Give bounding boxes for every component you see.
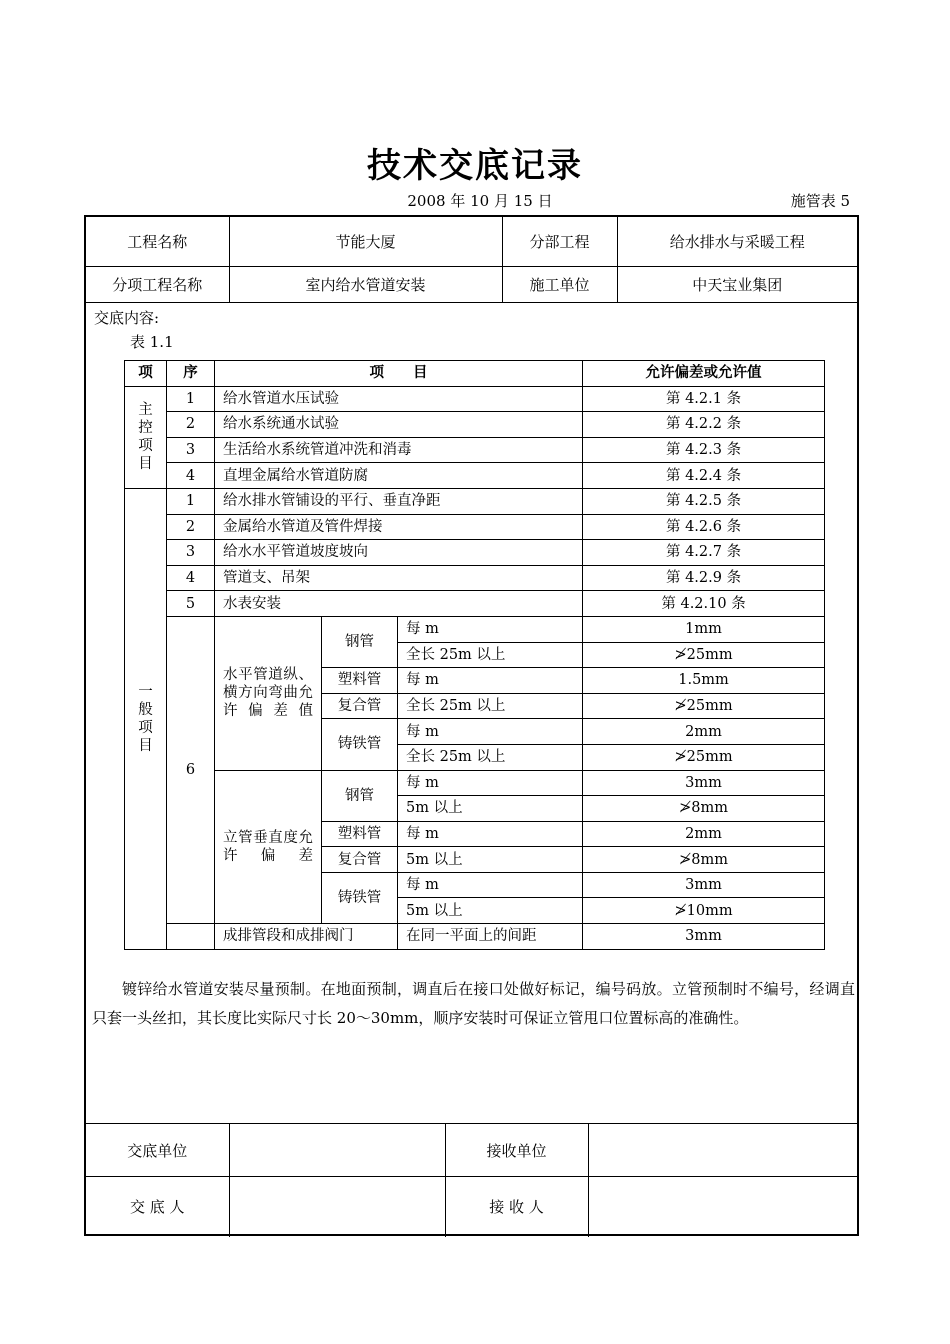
content-label: 交底内容: bbox=[94, 309, 160, 327]
receiving-person-label: 接 收 人 bbox=[445, 1177, 588, 1237]
contractor-label: 施工单位 bbox=[502, 266, 617, 302]
table-row: 全长 25m 以上 ≯25mm bbox=[125, 642, 825, 668]
document-date: 2008 年 10 月 15 日 bbox=[407, 192, 553, 210]
table-row: 3 给水水平管道坡度坡向 第 4.2.7 条 bbox=[125, 540, 825, 566]
handover-unit-field[interactable] bbox=[229, 1124, 445, 1177]
receiving-unit-field[interactable] bbox=[588, 1124, 857, 1177]
col-header-item: 项 目 bbox=[215, 361, 583, 387]
document-title: 技术交底记录 bbox=[367, 146, 583, 186]
receiving-unit-label: 接收单位 bbox=[445, 1124, 588, 1177]
handover-person-field[interactable] bbox=[229, 1177, 445, 1237]
table-row: 塑料管 每 m 2mm bbox=[125, 821, 825, 847]
table-row: 塑料管 每 m 1.5mm bbox=[125, 668, 825, 694]
handover-unit-label: 交底单位 bbox=[86, 1124, 229, 1177]
table-row: 2 金属给水管道及管件焊接 第 4.2.6 条 bbox=[125, 514, 825, 540]
division-label: 分部工程 bbox=[502, 217, 617, 266]
subitem-value: 室内给水管道安装 bbox=[229, 266, 502, 302]
col-header-category: 项 bbox=[125, 361, 167, 387]
tolerance-table bbox=[124, 360, 825, 950]
table-row: 铸铁管 每 m 2mm bbox=[125, 719, 825, 745]
table-row: 立管垂直度允许偏差 钢管 每 m 3mm bbox=[125, 770, 825, 796]
form-number: 施管表 5 bbox=[790, 192, 850, 210]
table-row: 铸铁管 每 m 3mm bbox=[125, 872, 825, 898]
division-value: 给水排水与采暖工程 bbox=[617, 217, 857, 266]
table-row: 复合管 5m 以上 ≯8mm bbox=[125, 847, 825, 873]
table-header-row bbox=[125, 361, 825, 387]
main-category-cell: 主 控 项 目 bbox=[125, 386, 167, 488]
table-row: 复合管 全长 25m 以上 ≯25mm bbox=[125, 693, 825, 719]
table-row: 6 水平管道纵、横方向弯曲允许偏差值 钢管 每 m 1mm bbox=[125, 616, 825, 642]
table-row: 5m 以上 ≯10mm bbox=[125, 898, 825, 924]
contractor-value: 中天宝业集团 bbox=[617, 266, 857, 302]
table-row: 2 给水系统通水试验 第 4.2.2 条 bbox=[125, 412, 825, 438]
table-row: 主 控 项 目 1 给水管道水压试验 第 4.2.1 条 bbox=[125, 386, 825, 412]
vertical-tolerance-label: 立管垂直度允许偏差 bbox=[215, 770, 322, 924]
project-name-value: 节能大厦 bbox=[229, 217, 502, 266]
receiving-person-field[interactable] bbox=[588, 1177, 857, 1237]
table-row: 5m 以上 ≯8mm bbox=[125, 796, 825, 822]
project-name-label: 工程名称 bbox=[86, 217, 229, 266]
table-row: 4 直埋金属给水管道防腐 第 4.2.4 条 bbox=[125, 463, 825, 489]
instruction-paragraph: 镀锌给水管道安装尽量预制。在地面预制，调直后在接口处做好标记，编号码放。立管预制时不编号，经调直只套一头丝扣，其长度比实际尺寸长 20～30mm，顺序安装时可保证立管甩口位置标高的准确性。 bbox=[92, 980, 855, 1027]
col-header-value: 允许偏差或允许值 bbox=[583, 361, 825, 387]
table-row: 5 水表安装 第 4.2.10 条 bbox=[125, 591, 825, 617]
table-row: 3 生活给水系统管道冲洗和消毒 第 4.2.3 条 bbox=[125, 437, 825, 463]
table-caption: 表 1.1 bbox=[130, 333, 174, 351]
general-category-cell: 一 般 项 目 bbox=[125, 488, 167, 949]
subitem-label: 分项工程名称 bbox=[86, 266, 229, 302]
handover-person-label: 交 底 人 bbox=[86, 1177, 229, 1237]
record-frame bbox=[84, 215, 859, 1236]
table-row: 一 般 项 目 1 给水排水管铺设的平行、垂直净距 第 4.2.5 条 bbox=[125, 488, 825, 514]
table-row: 4 管道支、吊架 第 4.2.9 条 bbox=[125, 565, 825, 591]
header-table bbox=[86, 217, 857, 303]
table-row: 成排管段和成排阀门 在同一平面上的间距 3mm bbox=[125, 924, 825, 950]
col-header-no: 序 bbox=[167, 361, 215, 387]
table-row: 全长 25m 以上 ≯25mm bbox=[125, 744, 825, 770]
signoff-table bbox=[86, 1123, 857, 1237]
horizontal-tolerance-label: 水平管道纵、横方向弯曲允许偏差值 bbox=[215, 616, 322, 770]
row6-number: 6 bbox=[167, 616, 215, 923]
